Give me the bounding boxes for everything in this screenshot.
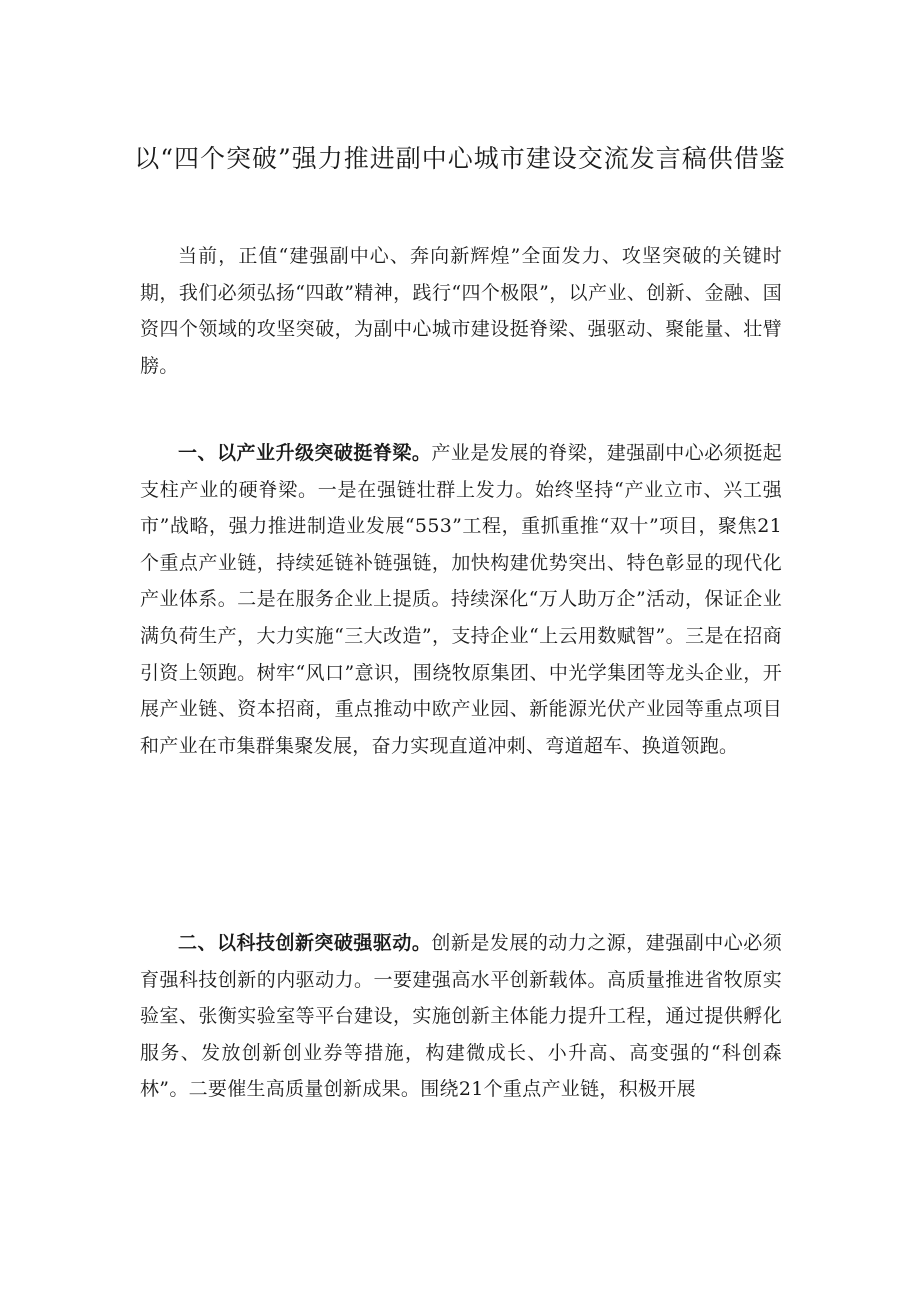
- paragraph-innovation: [140, 925, 782, 1108]
- paragraph-intro: [140, 238, 782, 384]
- paragraph-text: 当前，正值“建强副中心、奔向新辉煌”全面发力、攻坚突破的关键时期，我们必须弘扬“四敢”精神，践行“四个极限”，以产业、创新、金融、国资四个领域的攻坚突破，为副中心城市建设挺脊梁、强驱动、聚能量、壮臂膀。: [140, 245, 782, 377]
- document-title: 以“四个突破”强力推进副中心城市建设交流发言稿供借鉴: [134, 144, 786, 173]
- paragraph-text: 产业是发展的脊梁，建强副中心必须挺起支柱产业的硬脊梁。一是在强链壮群上发力。始终坚持“产业立市、兴工强市”战略，强力推进制造业发展“553”工程，重抓重推“双十”项目，聚焦21个重点产业链，持续延链补链强链，加快构建优势突出、特色彰显的现代化产业体系。二是在服务企业上提质。持续深化“万人助万企”活动，保证企业满负荷生产，大力实施“三大改造”，支持企业“上云用数赋智”。三是在招商引资上领跑。树牢“风口”意识，围绕牧原集团、中光学集团等龙头企业，开展产业链、资本招商，重点推动中欧产业园、新能源光伏产业园等重点项目和产业在市集群集聚发展，奋力实现直道冲刺、弯道超车、换道领跑。: [140, 442, 782, 757]
- paragraph-industry: [140, 435, 782, 764]
- paragraph-text: 创新是发展的动力之源，建强副中心必须育强科技创新的内驱动力。一要建强高水平创新载体。高质量推进省牧原实验室、张衡实验室等平台建设，实施创新主体能力提升工程，通过提供孵化服务、发放创新创业券等措施，构建微成长、小升高、高变强的“科创森林”。二要催生高质量创新成果。围绕21个重点产业链，积极开展: [140, 932, 782, 1101]
- paragraph-lead: 二、以科技创新突破强驱动。: [178, 932, 432, 954]
- paragraph-lead: 一、以产业升级突破挺脊梁。: [178, 442, 432, 464]
